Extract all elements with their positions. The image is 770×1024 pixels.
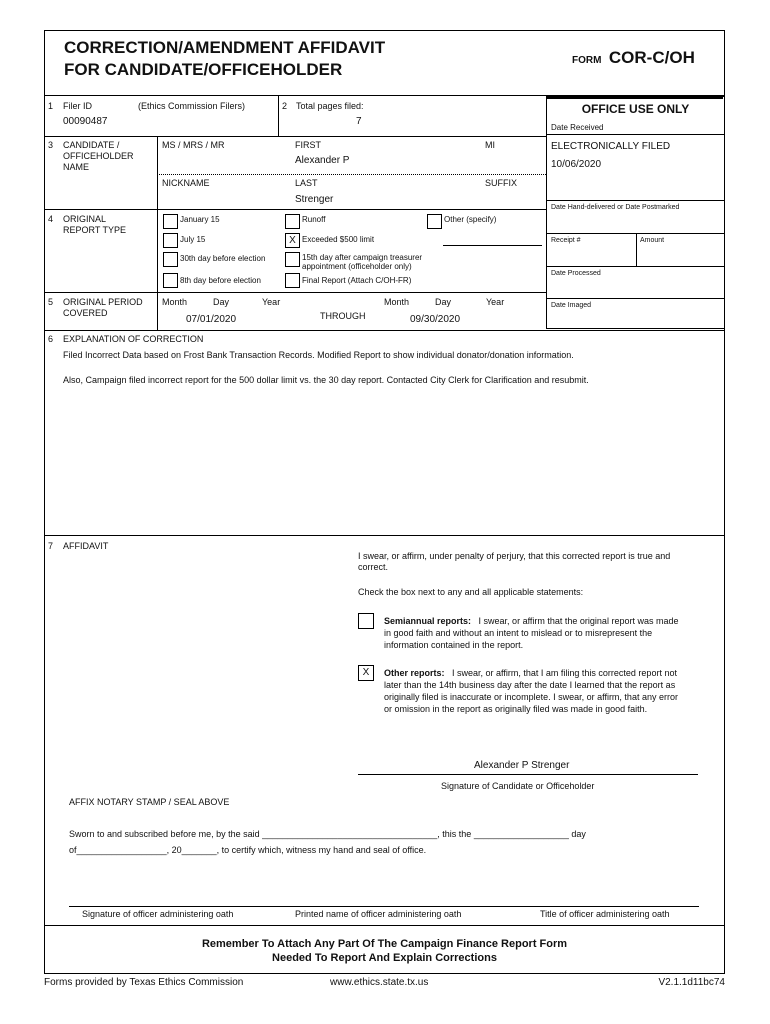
reminder-line2: Needed To Report And Explain Corrections: [272, 952, 497, 964]
officer-title-label: Title of officer administering oath: [540, 909, 670, 919]
other-reports-text: [384, 667, 688, 715]
officer-printed-name-label: Printed name of officer administering oath: [295, 909, 462, 919]
30th-day-label: 30th day before election: [180, 254, 266, 263]
reminder-line1: Remember To Attach Any Part Of The Campaign Finance Report Form: [201, 938, 568, 950]
first-value: Alexander P: [295, 155, 350, 166]
candidate-name-label: CANDIDATE / OFFICEHOLDER NAME: [63, 140, 134, 172]
footer-provider: Forms provided by Texas Ethics Commission: [44, 977, 244, 988]
july-15-checkbox[interactable]: [163, 233, 178, 248]
nickname-label: NICKNAME: [162, 178, 210, 188]
semiannual-checkbox[interactable]: [358, 613, 374, 629]
filer-id-sub: (Ethics Commission Filers): [138, 101, 246, 111]
date-received-label: Date Received: [551, 123, 604, 132]
15th-day-checkbox[interactable]: [285, 252, 300, 267]
sec4-num: 4: [48, 214, 54, 224]
filer-id-label: Filer ID: [63, 101, 92, 111]
period-covered-label: ORIGINAL PERIOD COVERED: [63, 297, 143, 318]
report-type-label: ORIGINAL REPORT TYPE: [63, 214, 127, 235]
from-year-label: Year: [262, 297, 281, 307]
date-hand-delivered-label: Date Hand-delivered or Date Postmarked: [551, 204, 680, 211]
sec7-num: 7: [48, 541, 54, 551]
semiannual-title: Semiannual reports:: [384, 616, 472, 626]
check-text: Check the box next to any and all applicable statements:: [358, 587, 584, 597]
affidavit-label: AFFIDAVIT: [63, 541, 109, 551]
total-pages-value: 7: [356, 116, 362, 127]
last-value: Strenger: [295, 194, 334, 205]
filer-id-value: 00090487: [63, 116, 108, 127]
runoff-label: Runoff: [302, 215, 326, 224]
officer-signature-label: Signature of officer administering oath: [82, 909, 234, 919]
other-reports-body: I swear, or affirm, that I am filing this corrected report not later than the 14th business day after the date I learned that the report as originally filed is inaccurate or incomplete. I swear, or affirm, that any error or omission in the report as originally filed was made in good faith.: [384, 668, 678, 714]
form-code: [572, 48, 695, 68]
january-15-checkbox[interactable]: [163, 214, 178, 229]
explanation-label: EXPLANATION OF CORRECTION: [63, 334, 204, 344]
sec2-num: 2: [282, 101, 288, 111]
form-title-line2: FOR CANDIDATE/OFFICEHOLDER: [64, 60, 343, 79]
sec6-num: 6: [48, 334, 54, 344]
footer-url[interactable]: www.ethics.state.tx.us: [330, 977, 429, 988]
office-use-title: OFFICE USE ONLY: [581, 102, 690, 116]
from-date-value: 07/01/2020: [186, 314, 237, 325]
january-15-label: January 15: [180, 215, 220, 224]
from-month-label: Month: [162, 297, 188, 307]
to-date-value: 09/30/2020: [410, 314, 461, 325]
other-specify-checkbox[interactable]: [427, 214, 442, 229]
runoff-checkbox[interactable]: [285, 214, 300, 229]
form-prefix: FORM: [572, 55, 602, 66]
suffix-label: SUFFIX: [485, 178, 518, 188]
8th-day-label: 8th day before election: [180, 276, 261, 285]
sec5-num: 5: [48, 297, 54, 307]
footer-version: V2.1.1d11bc74: [658, 977, 725, 988]
notary-label: AFFIX NOTARY STAMP / SEAL ABOVE: [69, 797, 230, 807]
sworn-line1: Sworn to and subscribed before me, by the said ___________________________________, this the ___________________ day: [69, 829, 586, 839]
other-reports-checkbox[interactable]: X: [358, 665, 374, 681]
first-label: FIRST: [295, 140, 321, 150]
date-processed-label: Date Processed: [551, 270, 601, 277]
swear-text: I swear, or affirm, under penalty of perjury, that this corrected report is true and correct.: [358, 551, 671, 572]
receipt-label: Receipt #: [551, 237, 581, 244]
other-reports-title: Other reports:: [384, 668, 445, 678]
form-title-line1: CORRECTION/AMENDMENT AFFIDAVIT: [64, 38, 386, 57]
explanation-line1: Filed Incorrect Data based on Frost Bank Transaction Records. Modified Report to show individual donator/donation information.: [63, 350, 574, 360]
form-code-value: COR-C/OH: [608, 48, 695, 67]
8th-day-checkbox[interactable]: [163, 273, 178, 288]
through-label: THROUGH: [320, 311, 366, 321]
date-imaged-label: Date Imaged: [551, 302, 592, 309]
to-day-label: Day: [435, 297, 452, 307]
sec1-num: 1: [48, 101, 54, 111]
amount-label: Amount: [640, 237, 665, 244]
electronically-filed: ELECTRONICALLY FILED: [551, 141, 671, 152]
other-specify-label: Other (specify): [444, 215, 497, 224]
july-15-label: July 15: [180, 235, 206, 244]
prefix-label: MS / MRS / MR: [162, 140, 225, 150]
30th-day-checkbox[interactable]: [163, 252, 178, 267]
mi-label: MI: [485, 140, 495, 150]
filed-date: 10/06/2020: [551, 159, 602, 170]
exceeded-500-checkbox[interactable]: X: [285, 233, 300, 248]
15th-day-label: 15th day after campaign treasurer appointment (officeholder only): [302, 253, 423, 271]
semiannual-text: [384, 615, 684, 651]
semiannual-body: I swear, or affirm that the original report was made in good faith and without an intent to mislead or to misrepresent the information contained in the report.: [384, 616, 679, 650]
to-year-label: Year: [486, 297, 505, 307]
to-month-label: Month: [384, 297, 410, 307]
from-day-label: Day: [213, 297, 230, 307]
signature-label: Signature of Candidate or Officeholder: [441, 781, 595, 791]
final-report-checkbox[interactable]: [285, 273, 300, 288]
sec3-num: 3: [48, 140, 54, 150]
total-pages-label: Total pages filed:: [296, 101, 364, 111]
candidate-signature: Alexander P Strenger: [474, 760, 570, 771]
final-report-label: Final Report (Attach C/OH-FR): [302, 276, 412, 285]
sworn-line2: of__________________, 20_______, to certify which, witness my hand and seal of office.: [69, 845, 427, 855]
explanation-line2: Also, Campaign filed incorrect report for the 500 dollar limit vs. the 30 day report. Contacted City Clerk for Clarification and resubmit.: [63, 375, 589, 385]
exceeded-500-label: Exceeded $500 limit: [302, 235, 375, 244]
last-label: LAST: [295, 178, 318, 188]
